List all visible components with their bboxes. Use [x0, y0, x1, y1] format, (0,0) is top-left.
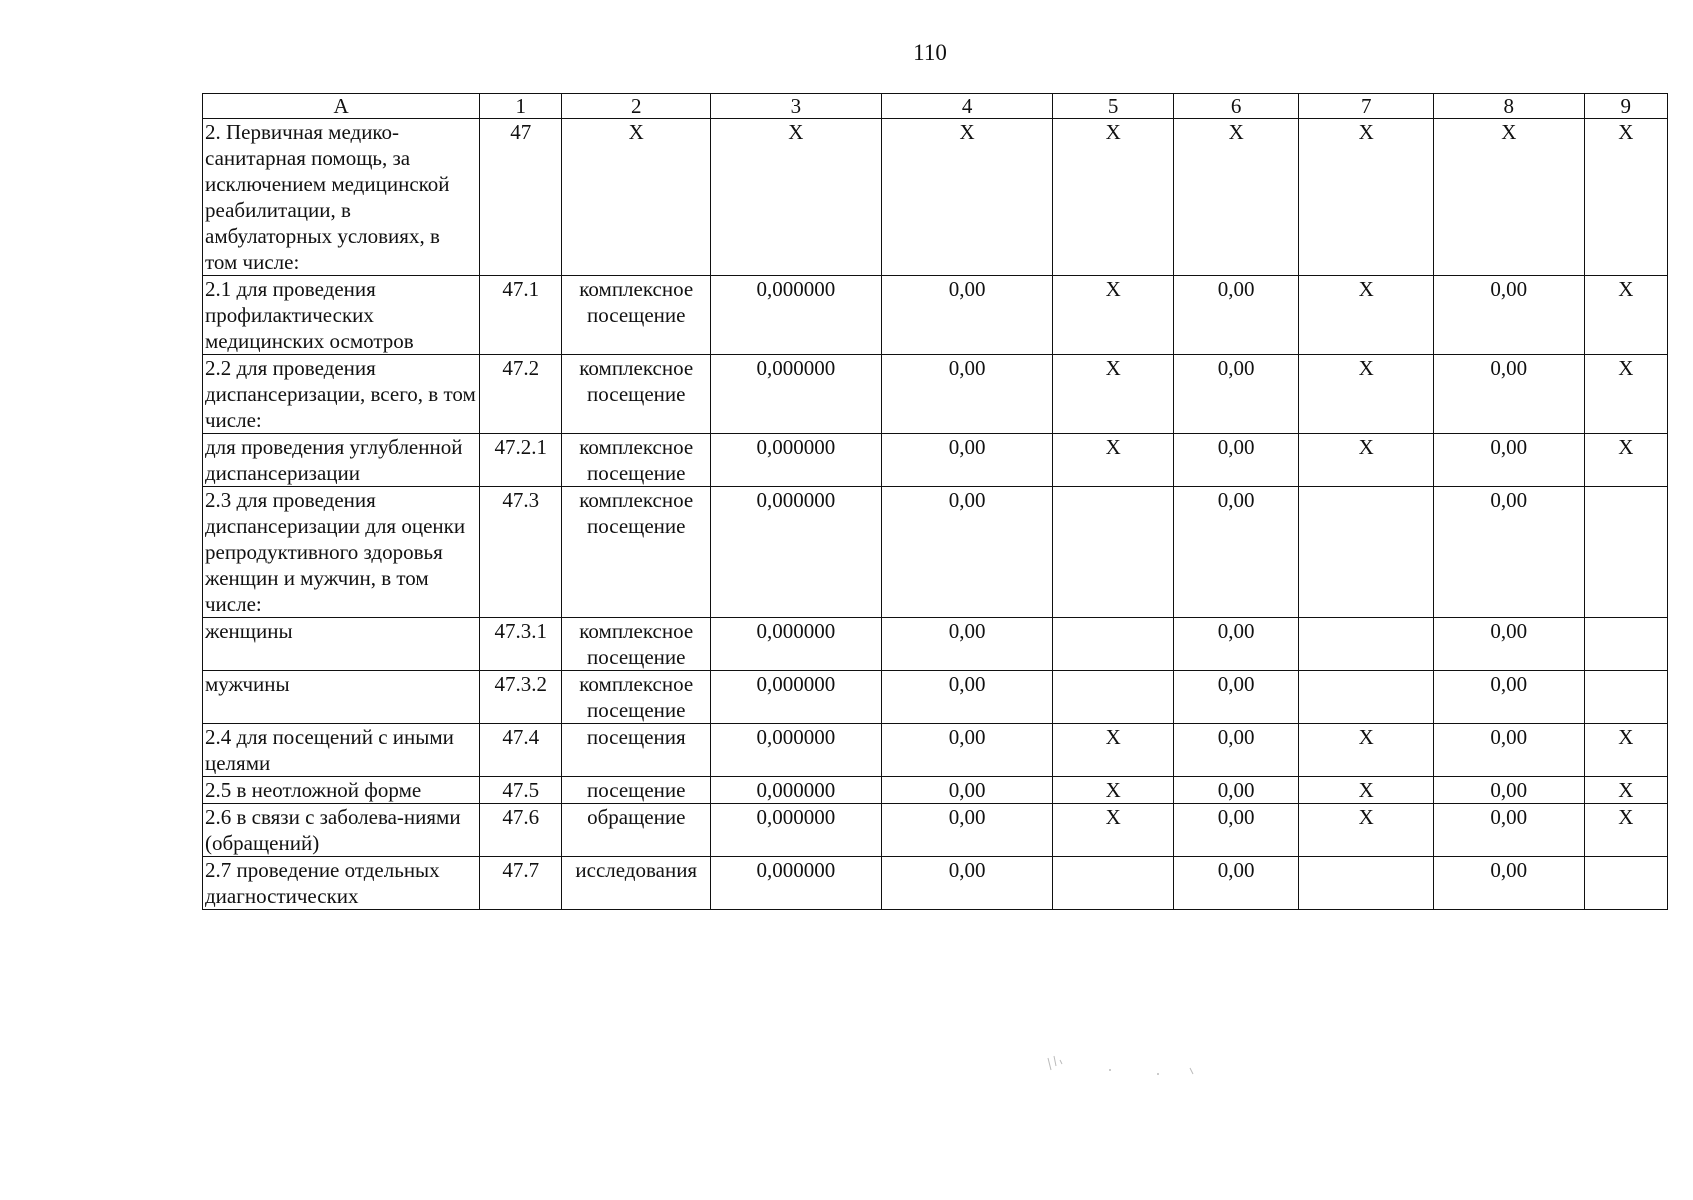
row-unit: комплексное посещение: [562, 276, 711, 355]
row-code: 47.2.1: [480, 434, 562, 487]
row-label: 2. Первичная медико-санитарная помощь, за исключением медицинской реабилитации, в амбулаторных условиях, в том числе:: [203, 119, 480, 276]
cell-col-9: Х: [1584, 434, 1667, 487]
column-header-4: 4: [881, 94, 1053, 119]
cell-col-6: 0,00: [1173, 487, 1299, 618]
row-code: 47.6: [480, 804, 562, 857]
row-label: 2.1 для проведения профилактических медицинских осмотров: [203, 276, 480, 355]
cell-col-5: [1053, 487, 1173, 618]
row-label: 2.6 в связи с заболева-ниями (обращений): [203, 804, 480, 857]
header-row: [203, 94, 1668, 119]
cell-col-4: 0,00: [881, 804, 1053, 857]
row-unit: комплексное посещение: [562, 487, 711, 618]
row-code: 47.3.1: [480, 618, 562, 671]
row-unit: исследования: [562, 857, 711, 910]
cell-col-6: Х: [1173, 119, 1299, 276]
cell-col-9: Х: [1584, 355, 1667, 434]
cell-col-7: Х: [1299, 804, 1434, 857]
cell-col-6: 0,00: [1173, 857, 1299, 910]
row-unit: комплексное посещение: [562, 355, 711, 434]
cell-col-9: Х: [1584, 724, 1667, 777]
cell-col-5: Х: [1053, 276, 1173, 355]
cell-col-7: [1299, 618, 1434, 671]
cell-col-7: [1299, 671, 1434, 724]
cell-col-3: 0,000000: [711, 724, 882, 777]
row-label: для проведения углубленной диспансеризации: [203, 434, 480, 487]
cell-col-7: [1299, 857, 1434, 910]
table-row: [203, 671, 1668, 724]
column-header-1: 1: [480, 94, 562, 119]
cell-col-9: Х: [1584, 119, 1667, 276]
row-unit: обращение: [562, 804, 711, 857]
row-code: 47.3.2: [480, 671, 562, 724]
cell-col-5: Х: [1053, 119, 1173, 276]
cell-col-9: [1584, 857, 1667, 910]
cell-col-4: 0,00: [881, 777, 1053, 804]
cell-col-4: 0,00: [881, 671, 1053, 724]
cell-col-3: 0,000000: [711, 487, 882, 618]
cell-col-4: 0,00: [881, 724, 1053, 777]
cell-col-7: Х: [1299, 119, 1434, 276]
column-header-2: 2: [562, 94, 711, 119]
cell-col-9: Х: [1584, 804, 1667, 857]
column-header-9: 9: [1584, 94, 1667, 119]
row-label: мужчины: [203, 671, 480, 724]
cell-col-8: 0,00: [1433, 857, 1584, 910]
column-header-7: 7: [1299, 94, 1434, 119]
column-header-8: 8: [1433, 94, 1584, 119]
cell-col-4: 0,00: [881, 276, 1053, 355]
row-code: 47.3: [480, 487, 562, 618]
cell-col-4: 0,00: [881, 434, 1053, 487]
cell-col-7: Х: [1299, 724, 1434, 777]
cell-col-3: 0,000000: [711, 434, 882, 487]
row-unit: комплексное посещение: [562, 434, 711, 487]
cell-col-4: 0,00: [881, 857, 1053, 910]
table-row: [203, 857, 1668, 910]
cell-col-8: 0,00: [1433, 777, 1584, 804]
cell-col-9: [1584, 671, 1667, 724]
cell-col-3: 0,000000: [711, 355, 882, 434]
table-row: [203, 434, 1668, 487]
table-row: [203, 724, 1668, 777]
cell-col-6: 0,00: [1173, 618, 1299, 671]
cell-col-6: 0,00: [1173, 434, 1299, 487]
cell-col-8: 0,00: [1433, 276, 1584, 355]
data-table: [202, 93, 1668, 910]
column-header-6: 6: [1173, 94, 1299, 119]
cell-col-8: 0,00: [1433, 355, 1584, 434]
cell-col-9: Х: [1584, 276, 1667, 355]
column-header-a: А: [203, 94, 480, 119]
row-unit: комплексное посещение: [562, 618, 711, 671]
row-unit: комплексное посещение: [562, 671, 711, 724]
row-label: 2.2 для проведения диспансеризации, всего, в том числе:: [203, 355, 480, 434]
cell-col-3: 0,000000: [711, 804, 882, 857]
row-code: 47.4: [480, 724, 562, 777]
cell-col-5: Х: [1053, 724, 1173, 777]
cell-col-8: 0,00: [1433, 434, 1584, 487]
row-code: 47: [480, 119, 562, 276]
row-unit: посещения: [562, 724, 711, 777]
cell-col-7: Х: [1299, 276, 1434, 355]
table-row: [203, 276, 1668, 355]
row-label: 2.7 проведение отдельных диагностических: [203, 857, 480, 910]
row-label: 2.5 в неотложной форме: [203, 777, 480, 804]
table-row: [203, 119, 1668, 276]
column-header-5: 5: [1053, 94, 1173, 119]
cell-col-6: 0,00: [1173, 276, 1299, 355]
cell-col-8: 0,00: [1433, 671, 1584, 724]
column-header-3: 3: [711, 94, 882, 119]
row-unit: Х: [562, 119, 711, 276]
row-code: 47.2: [480, 355, 562, 434]
cell-col-7: [1299, 487, 1434, 618]
row-label: 2.3 для проведения диспансеризации для оценки репродуктивного здоровья женщин и мужчин, в том числе:: [203, 487, 480, 618]
scan-specks: [1040, 1050, 1200, 1090]
cell-col-7: Х: [1299, 355, 1434, 434]
cell-col-5: [1053, 618, 1173, 671]
cell-col-6: 0,00: [1173, 355, 1299, 434]
cell-col-5: Х: [1053, 777, 1173, 804]
cell-col-6: 0,00: [1173, 804, 1299, 857]
cell-col-3: Х: [711, 119, 882, 276]
table-row: [203, 487, 1668, 618]
cell-col-3: 0,000000: [711, 618, 882, 671]
table-row: [203, 618, 1668, 671]
cell-col-4: 0,00: [881, 487, 1053, 618]
cell-col-8: 0,00: [1433, 487, 1584, 618]
row-label: 2.4 для посещений с иными целями: [203, 724, 480, 777]
cell-col-3: 0,000000: [711, 276, 882, 355]
cell-col-9: Х: [1584, 777, 1667, 804]
cell-col-7: Х: [1299, 777, 1434, 804]
cell-col-5: [1053, 671, 1173, 724]
cell-col-3: 0,000000: [711, 777, 882, 804]
cell-col-5: Х: [1053, 804, 1173, 857]
cell-col-4: 0,00: [881, 355, 1053, 434]
cell-col-5: Х: [1053, 434, 1173, 487]
cell-col-6: 0,00: [1173, 671, 1299, 724]
row-code: 47.1: [480, 276, 562, 355]
cell-col-8: 0,00: [1433, 724, 1584, 777]
cell-col-5: Х: [1053, 355, 1173, 434]
cell-col-9: [1584, 618, 1667, 671]
page-number: 110: [913, 40, 947, 65]
cell-col-4: 0,00: [881, 618, 1053, 671]
cell-col-6: 0,00: [1173, 724, 1299, 777]
row-code: 47.5: [480, 777, 562, 804]
cell-col-8: 0,00: [1433, 618, 1584, 671]
table-row: [203, 777, 1668, 804]
cell-col-5: [1053, 857, 1173, 910]
cell-col-6: 0,00: [1173, 777, 1299, 804]
table-row: [203, 355, 1668, 434]
row-code: 47.7: [480, 857, 562, 910]
row-unit: посещение: [562, 777, 711, 804]
cell-col-8: 0,00: [1433, 804, 1584, 857]
table-row: [203, 804, 1668, 857]
cell-col-3: 0,000000: [711, 671, 882, 724]
cell-col-9: [1584, 487, 1667, 618]
cell-col-7: Х: [1299, 434, 1434, 487]
cell-col-8: Х: [1433, 119, 1584, 276]
cell-col-3: 0,000000: [711, 857, 882, 910]
cell-col-4: Х: [881, 119, 1053, 276]
row-label: женщины: [203, 618, 480, 671]
